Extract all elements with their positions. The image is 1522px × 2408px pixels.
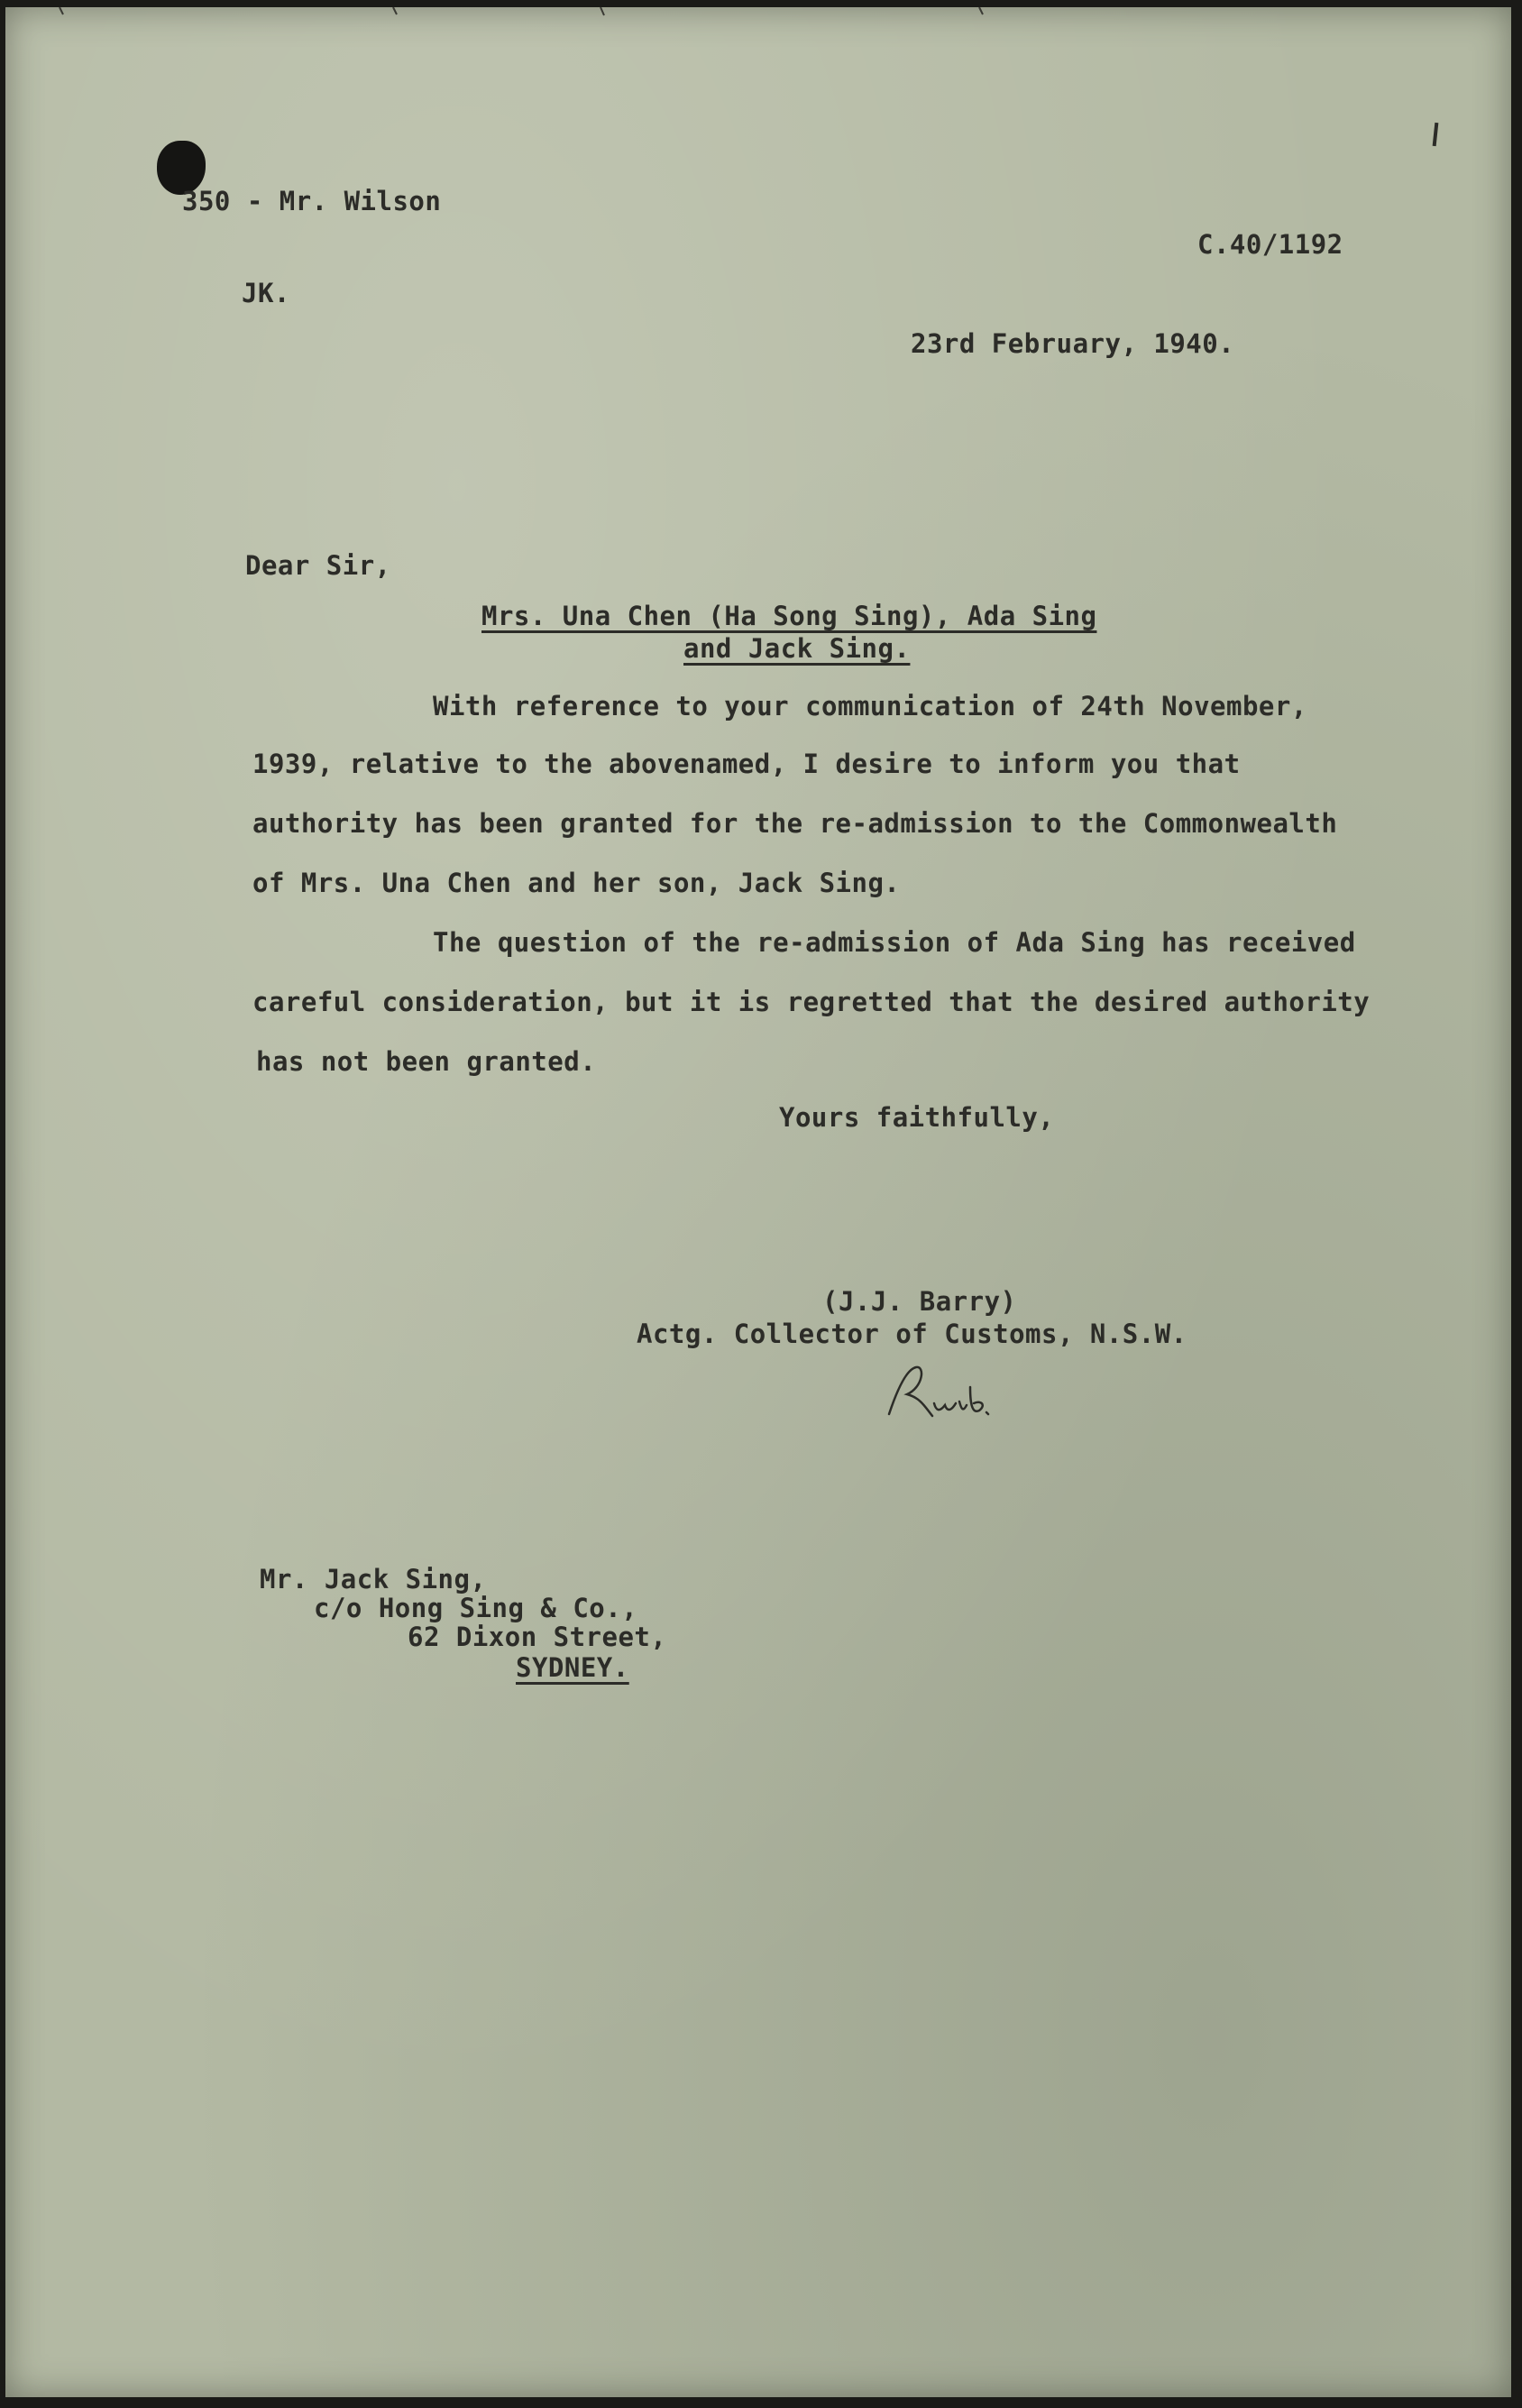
body-line: of Mrs. Una Chen and her son, Jack Sing. [252,868,901,898]
reference-number: C.40/1192 [1197,229,1343,260]
letter-page [5,7,1511,2397]
handwritten-initials [880,1351,1006,1432]
salutation: Dear Sir, [245,550,391,581]
address-line: c/o Hong Sing & Co., [314,1593,638,1623]
paper-edge-marks [5,7,1511,16]
letter-date: 23rd February, 1940. [911,328,1235,359]
closing: Yours faithfully, [779,1102,1055,1133]
typist-initials: JK. [242,278,290,308]
margin-tick-mark [1433,123,1439,146]
subject-line-2: and Jack Sing. [683,633,911,664]
body-line: careful consideration, but it is regretted that the desired authority [252,987,1371,1017]
file-reference: 350 - Mr. Wilson [182,186,442,216]
address-line: 62 Dixon Street, [408,1622,667,1652]
body-line: The question of the re-admission of Ada Sing has received [433,927,1356,958]
subject-line-1: Mrs. Una Chen (Ha Song Sing), Ada Sing [481,601,1097,631]
body-line: 1939, relative to the abovenamed, I desire to inform you that [252,749,1241,779]
address-line: Mr. Jack Sing, [260,1564,487,1595]
body-line: has not been granted. [256,1046,597,1077]
body-line: With reference to your communication of 24th November, [433,691,1307,721]
signatory-name: (J.J. Barry) [822,1286,1017,1317]
address-city: SYDNEY. [516,1652,629,1683]
signatory-title: Actg. Collector of Customs, N.S.W. [637,1319,1187,1349]
body-line: authority has been granted for the re-admission to the Commonwealth [252,808,1338,839]
